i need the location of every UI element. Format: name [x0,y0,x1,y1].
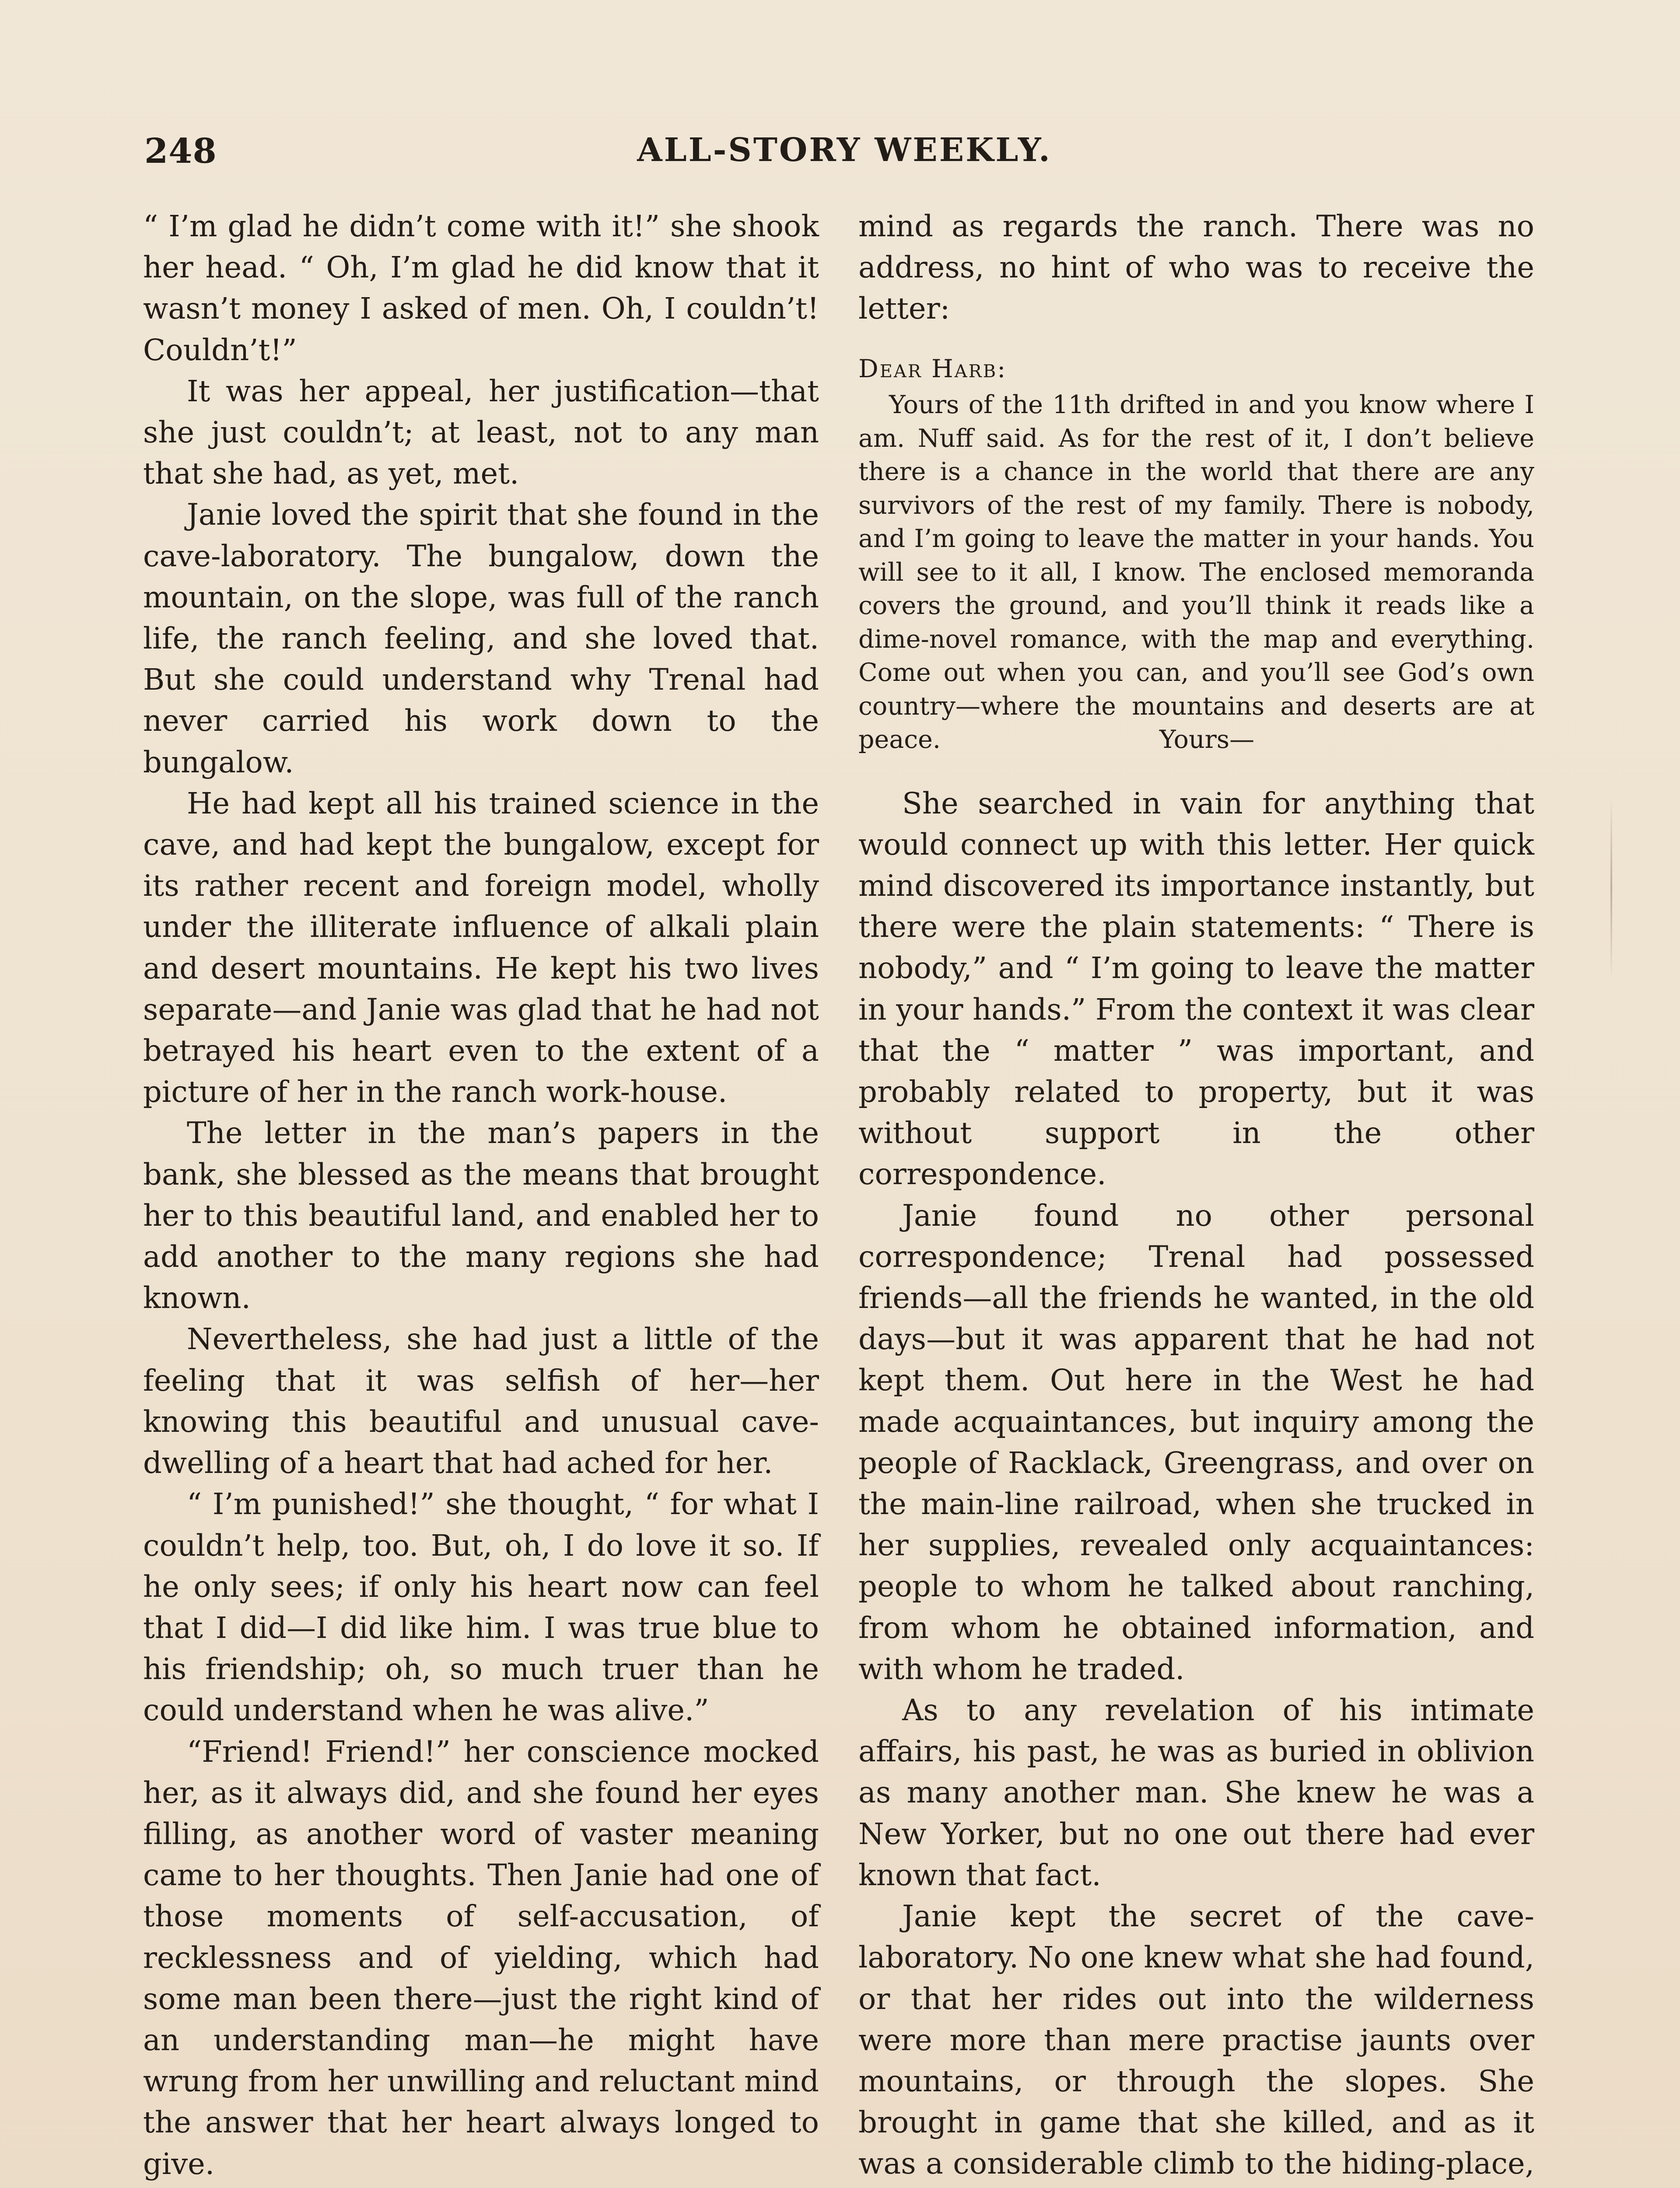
paragraph: The letter in the man’s papers in the bank, she blessed as the means that brought her to this beautiful land, and enabled her to add another to the many regions she had known. [143,1116,819,1315]
page-fold-mark [1610,796,1612,980]
letter-closing: Yours— [1159,725,1255,754]
paragraph: As to any revelation of his intimate affairs, his past, he was as buried in oblivion as many another man. She knew he was a New Yorker, but no one out there had ever known that fact. [858,1693,1534,1892]
right-column [858,206,1534,2188]
letter-body-text: Yours of the 11th drifted in and you know where I am. Nuff said. As for the rest of it, I don’t believe there is a chance in the world that there are any survivors of the rest of my family. There is nobody, and I’m going to leave the matter in your hands. You will see to it all, I know. The enclosed memoranda covers the ground, and you’ll think it reads like a dime-novel romance, with the map and everything. Come out when you can, and you’ll see God’s own country—where the mountains and deserts are at peace. [858,390,1534,754]
paragraph [143,2184,819,2188]
paragraph: She searched in vain for anything that would connect up with this letter. Her quick mind discovered its importance instantly, but there were the plain statements: “ There is nobody,” and “ I’m going to leave the matter in your hands.” From the context it was clear that the “ matter ” was important, and probably related to property, but it was without support in the other correspondence. [858,786,1534,1192]
letter-body [858,388,1534,757]
running-title: ALL-STORY WEEKLY. [637,131,1052,169]
paragraph: “ I’m glad he didn’t come with it!” she shook her head. “ Oh, I’m glad he did know that it wasn’t money I asked of men. Oh, I couldn’t! Couldn’t!” [143,209,819,367]
quoted-letter [858,352,1534,757]
paragraph: Janie found no other personal correspondence; Trenal had possessed friends—all the friends he wanted, in the old days—but it was apparent that he had not kept them. Out here in the West he had made acquaintances, but inquiry among the people of Racklack, Greengrass, and over on the main-line railroad, when she trucked in her supplies, revealed only acquaintances: people to whom he talked about ranching, from whom he obtained information, and with whom he traded. [858,1198,1534,1686]
letter-salutation: Dear Harb: [858,354,1007,383]
paragraph: Janie loved the spirit that she found in the cave-laboratory. The bungalow, down the mountain, on the slope, was full of the ranch life, the ranch feeling, and she loved that. But she could understand why Trenal had never carried his work down to the bungalow. [143,498,819,779]
left-column [143,206,819,2188]
paragraph: Nevertheless, she had just a little of the feeling that it was selfish of her—her knowing this beautiful and unusual cave-dwelling of a heart that had ached for her. [143,1322,819,1480]
page-header [144,131,1544,184]
paragraph: “Friend! Friend!” her conscience mocked her, as it always did, and she found her eyes filling, as another word of vaster meaning came to her thoughts. Then Janie had one of those moments of self-accusation, of recklessness and of yielding, which had some man been there—just the right kind of an understanding man—he might have wrung from her unwilling and reluctant mind the answer that her heart always longed to give. [143,1734,819,2181]
paragraph: He had kept all his trained science in the cave, and had kept the bungalow, except for its rather recent and foreign model, wholly under the illiterate influence of alkali plain and desert mountains. He kept his two lives separate—and Janie was glad that he had not betrayed his heart even to the extent of a picture of her in the ranch work-house. [143,786,819,1109]
paragraph: “ I’m punished!” she thought, “ for what I couldn’t help, too. But, oh, I do love it so. If he only sees; if only his heart now can feel that I did—I did like him. I was true blue to his friendship; oh, so much truer than he could understand when he was alive.” [143,1487,819,1728]
paragraph: mind as regards the ranch. There was no address, no hint of who was to receive the letter: [858,209,1534,326]
page-number: 248 [144,131,217,171]
paragraph: Janie kept the secret of the cave-laboratory. No one knew what she had found, or that her rides out into the wilderness were more than mere practise jaunts over mountains, or through the slopes. She brought in game that she killed, and as it was a considerable climb to the hiding-place, [858,1899,1534,2181]
paragraph: It was her appeal, her justification—that she just couldn’t; at least, not to any man that she had, as yet, met. [143,374,819,491]
